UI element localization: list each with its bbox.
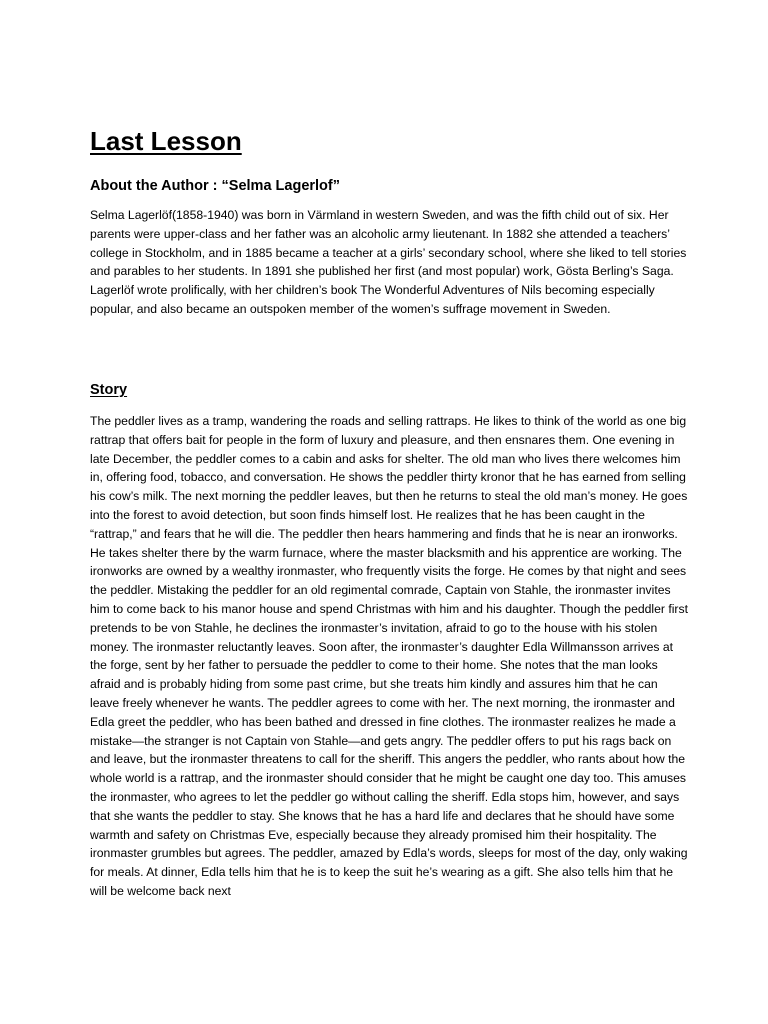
page-title: Last Lesson xyxy=(90,126,242,156)
about-author-paragraph: Selma Lagerlöf(1858-1940) was born in Värmland in western Sweden, and was the fifth child out of six. Her parents were upper-class and her father was an alcoholic army lieutenant. In 1882 she attended a teachers’ college in Stockholm, and in 1885 became a teacher at a girls’ secondary school, where she liked to tell stories and parables to her students. In 1891 she published her first (and most popular) work, Gösta Berling’s Saga. Lagerlöf wrote prolifically, with her children’s book The Wonderful Adventures of Nils becoming especially popular, and also became an outspoken member of the women’s suffrage movement in Sweden. xyxy=(90,208,687,316)
about-author-heading: About the Author : “Selma Lagerlof” xyxy=(90,178,340,194)
story-heading: Story xyxy=(90,382,128,398)
story-paragraph: The peddler lives as a tramp, wandering the roads and selling rattraps. He likes to think of the world as one big rattrap that offers bait for people in the form of luxury and pleasure, and then ensnares them. One evening in late December, the peddler comes to a cabin and asks for shelter. The old man who lives there welcomes him in, offering food, tobacco, and conversation. He shows the peddler thirty kronor that he has earned from selling his cow’s milk. The next morning the peddler leaves, but then he returns to steal the old man’s money. He goes into the forest to avoid detection, but soon finds himself lost. He realizes that he has been caught in the “rattrap,” and fears that he will die. The peddler then hears hammering and finds that he is near an ironworks. He takes shelter there by the warm furnace, where the master blacksmith and his apprentice are working. The ironworks are owned by a wealthy ironmaster, who frequently visits the forge. He comes by that night and sees the peddler. Mistaking the peddler for an old regimental comrade, Captain von Stahle, the ironmaster invites him to come back to his manor house and spend Christmas with him and his daughter. Though the peddler first pretends to be von Stahle, he declines the ironmaster’s invitation, afraid to go to the house with his stolen money. The ironmaster reluctantly leaves. Soon after, the ironmaster’s daughter Edla Willmansson arrives at the forge, sent by her father to persuade the peddler to come to their home. She notes that the man looks afraid and is probably hiding from some past crime, but she treats him kindly and assures him that he can leave freely whenever he wants. The peddler agrees to come with her. The next morning, the ironmaster and Edla greet the peddler, who has been bathed and dressed in fine clothes. The ironmaster realizes he made a mistake—the stranger is not Captain von Stahle—and gets angry. The peddler offers to put his rags back on and leave, but the ironmaster threatens to call for the sheriff. This angers the peddler, who rants about how the whole world is a rattrap, and the ironmaster should consider that he might be caught one day too. This amuses the ironmaster, who agrees to let the peddler go without calling the sheriff. Edla stops him, however, and says that she wants the peddler to stay. She knows that he has a hard life and declares that he should have some warmth and safety on Christmas Eve, especially because they already promised him their hospitality. The ironmaster grumbles but agrees. The peddler, amazed by Edla’s words, sleeps for most of the day, only waking for meals. At dinner, Edla tells him that he is to keep the suit he’s wearing as a gift. She also tells him that he will be welcome back next xyxy=(90,414,688,898)
